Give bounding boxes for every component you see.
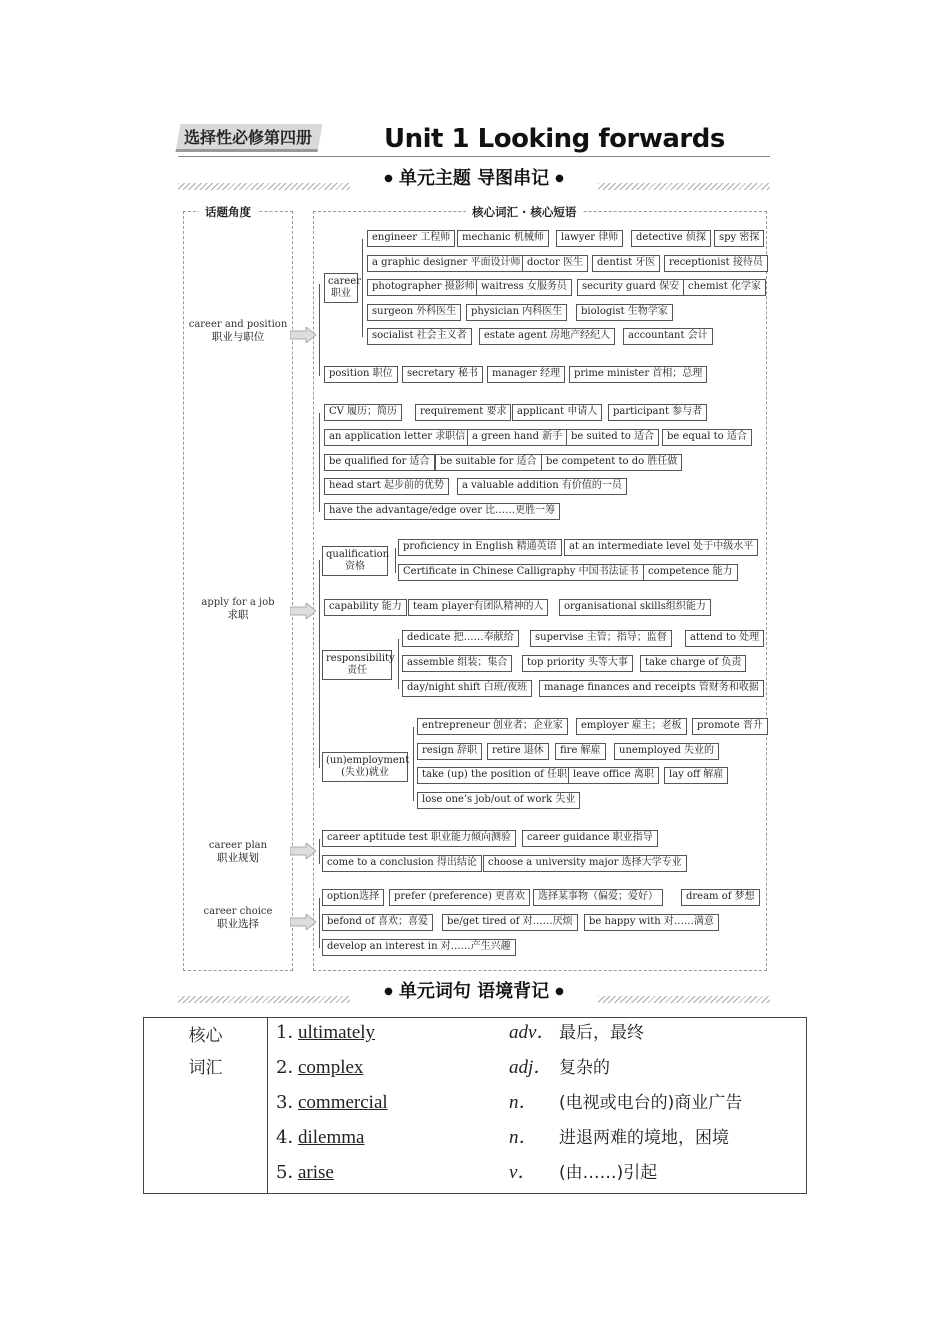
vocab-frame-label: 核心词汇 · 核心短语 <box>466 204 582 220</box>
bracket-line <box>398 639 399 689</box>
term-chip: assemble 组装；集合 <box>402 655 512 672</box>
term-chip: surgeon 外科医生 <box>367 304 461 321</box>
bracket-line <box>395 548 396 573</box>
term-chip: be equal to 适合 <box>662 429 752 446</box>
term-chip: promote 晋升 <box>692 718 768 735</box>
right-arrow-icon <box>290 327 316 343</box>
term-chip: develop an interest in 对……产生兴趣 <box>322 939 516 956</box>
vocab-row: 3． commercial n． (电视或电台的)商业广告 <box>268 1088 806 1123</box>
term-chip: leave office 离职 <box>568 767 659 784</box>
term-chip: be qualified for 适合 <box>324 454 435 471</box>
bracket-line <box>319 898 320 948</box>
unit-title: Unit 1 Looking forwards <box>384 124 725 154</box>
term-chip: detective 侦探 <box>631 230 711 247</box>
term-chip: applicant 申请人 <box>512 404 602 421</box>
term-chip: CV 履历；简历 <box>324 404 402 421</box>
term-chip: lawyer 律师 <box>556 230 623 247</box>
term-chip: receptionist 接待员 <box>664 255 768 272</box>
right-arrow-icon <box>290 603 316 619</box>
term-chip: a green hand 新手 <box>467 429 567 446</box>
term-chip: lay off 解雇 <box>664 767 728 784</box>
term-chip: capability 能力 <box>324 599 407 616</box>
term-chip: organisational skills组织能力 <box>559 599 711 616</box>
term-chip: estate agent 房地产经纪人 <box>479 328 615 345</box>
term-chip: come to a conclusion 得出结论 <box>322 855 482 872</box>
topic-apply-job: apply for a job 求职 <box>201 597 275 621</box>
term-chip: proficiency in English 精通英语 <box>398 539 562 556</box>
term-chip: participant 参与者 <box>608 404 707 421</box>
term-chip: photographer 摄影师 <box>367 279 480 296</box>
vocab-row: 2． complex adj． 复杂的 <box>268 1053 806 1088</box>
term-chip: dentist 牙医 <box>592 255 660 272</box>
term-chip: physician 内科医生 <box>466 304 567 321</box>
term-chip: at an intermediate level 处于中级水平 <box>564 539 758 556</box>
bracket-line <box>319 839 320 864</box>
term-chip: team player有团队精神的人 <box>408 599 548 616</box>
term-chip: prime minister 首相；总理 <box>569 366 707 383</box>
category-responsibility: responsibility 责任 <box>322 650 392 680</box>
vocab-row: 1． ultimately adv． 最后，最终 <box>268 1018 806 1053</box>
term-chip: an application letter 求职信 <box>324 429 470 446</box>
vocab-row: 5． arise v． (由……)引起 <box>268 1158 806 1193</box>
core-vocab-table <box>143 1017 807 1194</box>
bracket-line <box>319 608 320 768</box>
section-banner-vocab: ● 单元词句 语境背记 ● <box>384 981 564 1002</box>
topic-career-position: career and position 职业与职位 <box>188 319 288 343</box>
term-chip: employer 雇主；老板 <box>576 718 687 735</box>
book-volume-tag: 选择性必修第四册 <box>176 124 323 152</box>
term-chip: befond of 喜欢；喜爱 <box>322 914 433 931</box>
term-chip: engineer 工程师 <box>367 230 455 247</box>
term-chip: choose a university major 选择大学专业 <box>483 855 687 872</box>
term-chip: option选择 <box>322 889 384 906</box>
term-chip: mechanic 机械师 <box>457 230 549 247</box>
term-chip: secretary 秘书 <box>402 366 483 383</box>
term-chip: doctor 医生 <box>522 255 588 272</box>
term-chip: biologist 生物学家 <box>576 304 673 321</box>
term-chip: career guidance 职业指导 <box>522 830 658 847</box>
category-employment: (un)employment (失业)就业 <box>322 752 408 782</box>
term-chip: chemist 化学家 <box>683 279 766 296</box>
vocab-row: 4． dilemma n． 进退两难的境地，困境 <box>268 1123 806 1158</box>
term-chip: lose one’s job/out of work 失业 <box>417 792 580 809</box>
term-chip: manage finances and receipts 管财务和收据 <box>539 680 764 697</box>
term-chip: 选择某事物（偏爱；爱好） <box>533 889 663 906</box>
vocab-word: commercial <box>298 1092 388 1113</box>
hatch-rule <box>178 183 350 190</box>
term-chip: be suited to 适合 <box>566 429 659 446</box>
term-chip: manager 经理 <box>487 366 565 383</box>
topic-career-plan: career plan 职业规划 <box>208 840 268 864</box>
term-chip: entrepreneur 创业者；企业家 <box>417 718 568 735</box>
title-divider <box>178 156 770 157</box>
right-arrow-icon <box>290 914 316 930</box>
vocab-word: ultimately <box>298 1022 376 1043</box>
term-chip: career aptitude test 职业能力倾向测验 <box>322 830 516 847</box>
term-chip: top priority 头等大事 <box>522 655 633 672</box>
section-banner-theme: ● 单元主题 导图串记 ● <box>384 168 564 189</box>
topic-frame-label: 话题角度 <box>199 204 257 220</box>
term-chip: take (up) the position of 任职 <box>417 767 572 784</box>
term-chip: be competent to do 胜任做 <box>541 454 682 471</box>
bracket-line <box>319 284 320 376</box>
category-qualification: qualification 资格 <box>322 546 388 576</box>
term-chip: fire 解雇 <box>555 743 606 760</box>
hatch-rule <box>178 996 350 1003</box>
term-chip: resign 辞职 <box>417 743 482 760</box>
term-chip: take charge of 负责 <box>640 655 746 672</box>
term-chip: security guard 保安 <box>577 279 684 296</box>
term-chip: dream of 梦想 <box>681 889 760 906</box>
bracket-line <box>319 413 320 512</box>
term-chip: a graphic designer 平面设计师 <box>367 255 525 272</box>
hatch-rule <box>598 183 770 190</box>
vocab-word: dilemma <box>298 1127 365 1148</box>
term-chip: be/get tired of 对……厌烦 <box>442 914 578 931</box>
term-chip: waitress 女服务员 <box>476 279 572 296</box>
term-chip: have the advantage/edge over 比……更胜一筹 <box>324 503 560 520</box>
term-chip: a valuable addition 有价值的一员 <box>457 478 627 495</box>
term-chip: supervise 主管；指导；监督 <box>530 630 672 647</box>
bracket-line <box>362 239 363 337</box>
category-career: career 职业 <box>324 273 358 303</box>
term-chip: prefer (preference) 更喜欢 <box>389 889 530 906</box>
term-chip: position 职位 <box>324 366 398 383</box>
topic-career-choice: career choice 职业选择 <box>203 906 273 930</box>
term-chip: be happy with 对……满意 <box>584 914 719 931</box>
term-chip: head start 起步前的优势 <box>324 478 449 495</box>
vocab-word: complex <box>298 1057 364 1078</box>
term-chip: day/night shift 白班/夜班 <box>402 680 532 697</box>
term-chip: spy 密探 <box>714 230 764 247</box>
hatch-rule <box>598 996 770 1003</box>
term-chip: retire 退休 <box>487 743 549 760</box>
term-chip: dedicate 把……奉献给 <box>402 630 519 647</box>
term-chip: unemployed 失业的 <box>614 743 719 760</box>
term-chip: be suitable for 适合 <box>435 454 542 471</box>
term-chip: competence 能力 <box>643 564 738 581</box>
right-arrow-icon <box>290 843 316 859</box>
term-chip: attend to 处理 <box>685 630 764 647</box>
term-chip: socialist 社会主义者 <box>367 328 472 345</box>
term-chip: requirement 要求 <box>415 404 511 421</box>
bracket-line <box>319 560 320 608</box>
term-chip: Certificate in Chinese Calligraphy 中国书法证书 <box>398 564 644 581</box>
vocab-word: arise <box>298 1162 334 1183</box>
vocab-label: 核心 词汇 <box>144 1018 268 1194</box>
bracket-line <box>413 727 414 801</box>
term-chip: accountant 会计 <box>623 328 713 345</box>
